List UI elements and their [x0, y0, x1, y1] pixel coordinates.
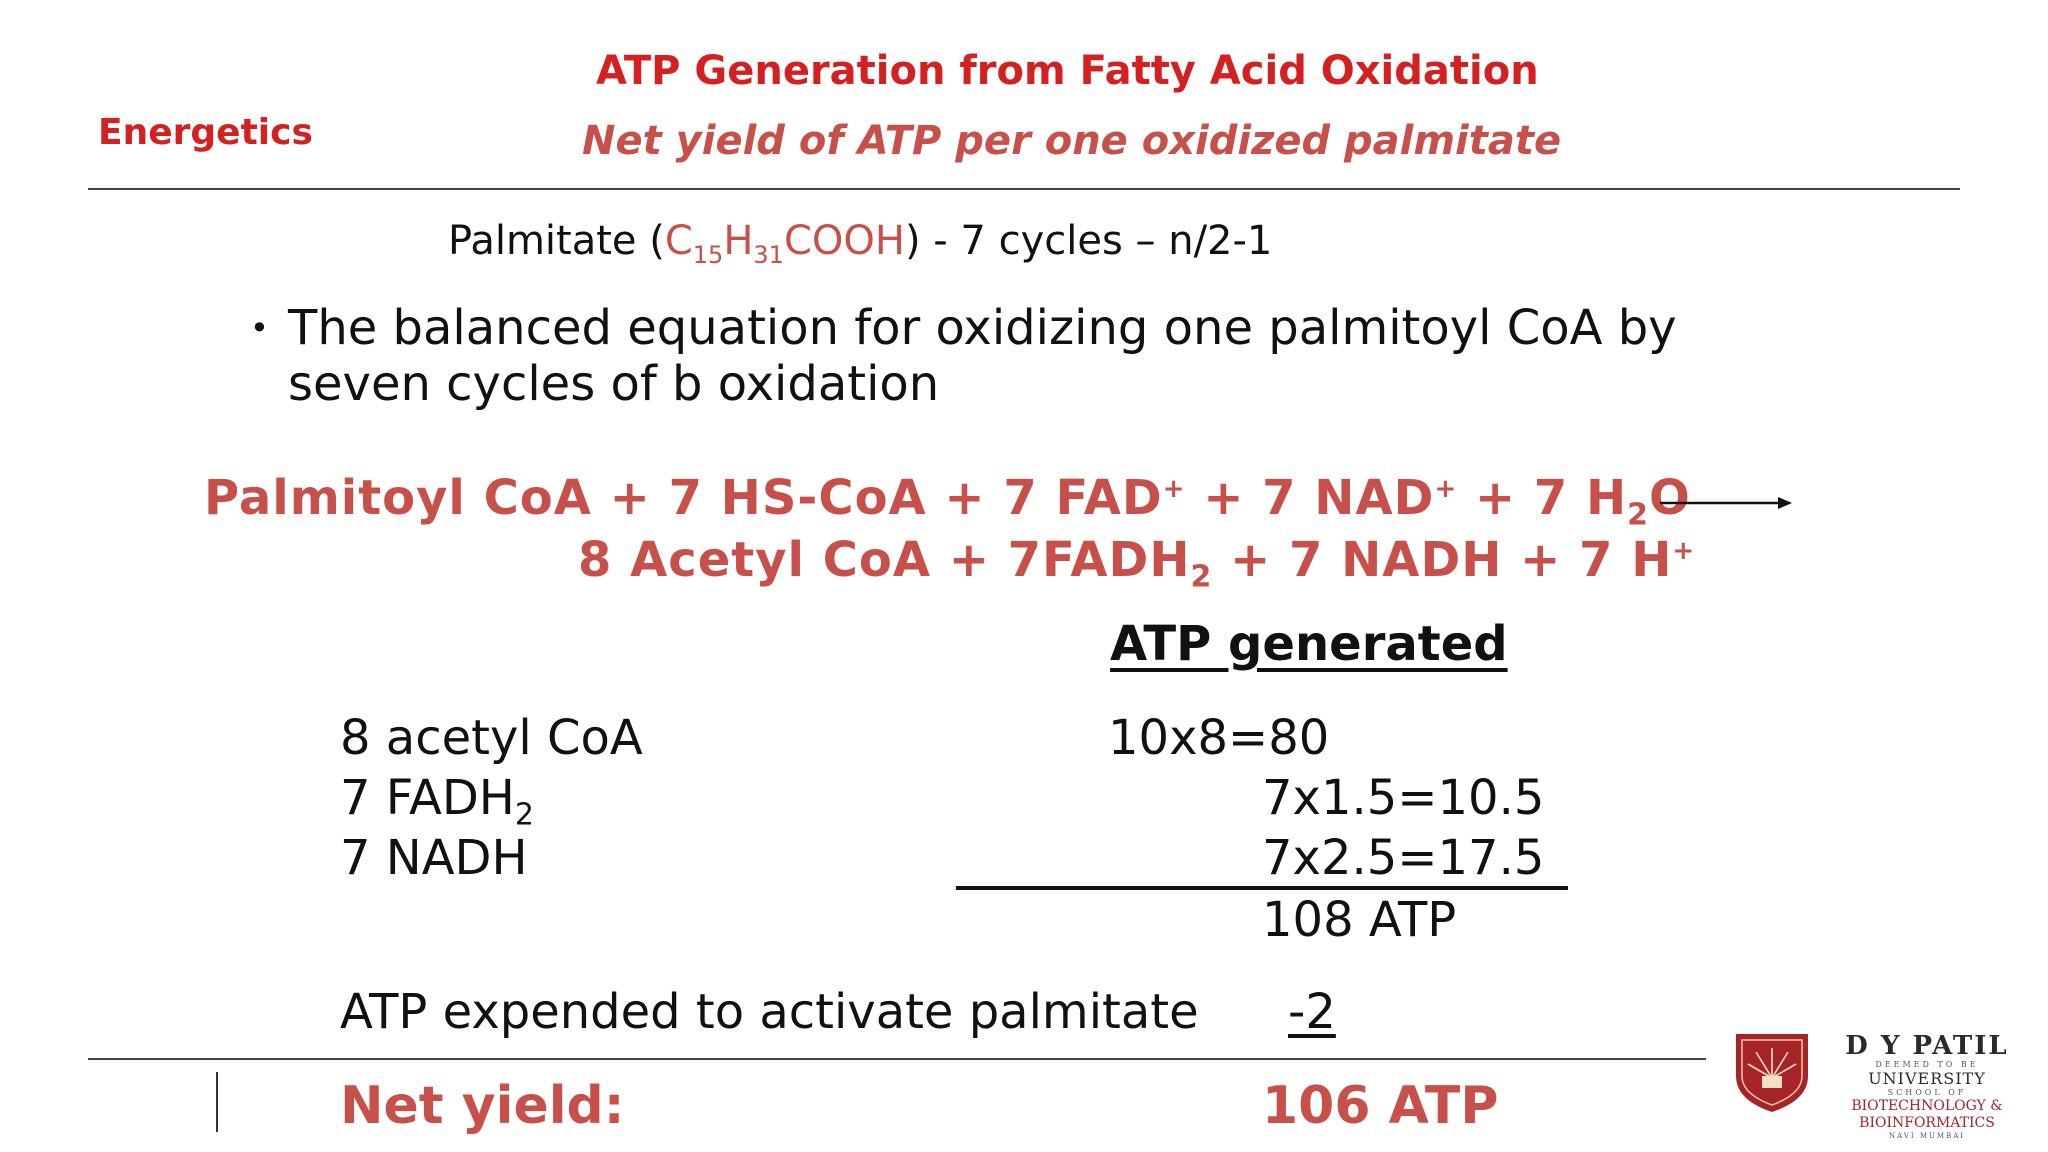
expended-value: -2 — [1288, 984, 1336, 1040]
logo-deemed: DEEMED TO BE — [1875, 1060, 1979, 1069]
palmitate-line: Palmitate $(C_{15}H_{31}COOH) - 7$ cycles – n/2-1 — [448, 218, 1273, 269]
bullet-dot-icon: • — [250, 309, 269, 347]
bullet-line-1: The balanced equation for oxidizing one palmitoyl CoA by — [288, 300, 1677, 356]
expended-label: ATP expended to activate palmitate — [340, 984, 1199, 1040]
logo-city: NAVI MUMBAI — [1888, 1132, 1966, 1140]
total-atp: 108 ATP — [1262, 892, 1457, 948]
sum-divider — [956, 886, 1568, 890]
logo-school-of: SCHOOL OF — [1887, 1088, 1967, 1097]
row-value-nadh: 7x2.5=17.5 — [1262, 830, 1545, 886]
cursor-mark — [216, 1072, 218, 1132]
row-label-fadh2: 7 $FADH_2$ — [340, 770, 534, 833]
slide-subtitle: Net yield of ATP per one oxidized palmitate — [582, 118, 1562, 164]
net-yield-value: 106 ATP — [1262, 1076, 1499, 1136]
logo-dept-2: BIOINFORMATICS — [1859, 1115, 1995, 1131]
bullet-line-2: seven cycles of b oxidation — [288, 356, 940, 412]
section-label: Energetics — [98, 112, 313, 153]
university-logo — [1730, 1020, 2030, 1145]
atp-generated-header: ATP generated — [1110, 616, 1508, 672]
equation-line-2: 8 Acetyl CoA + $7FADH_2 + 7$ NADH + 7 H+ — [578, 532, 1696, 595]
shield-logo-icon — [1730, 1026, 1814, 1116]
row-label-acetyl: 8 acetyl CoA — [340, 710, 643, 766]
net-yield-label: Net yield: — [340, 1076, 625, 1136]
logo-name: D Y PATIL — [1845, 1031, 2009, 1061]
row-value-fadh2: 7x1.5=10.5 — [1262, 770, 1545, 826]
row-label-nadh: 7 NADH — [340, 830, 528, 886]
row-value-acetyl: 10x8=80 — [1108, 710, 1330, 766]
logo-university: UNIVERSITY — [1868, 1069, 1986, 1088]
header-divider — [88, 188, 1960, 190]
reaction-arrow-icon — [1660, 488, 1792, 518]
slide-title: ATP Generation from Fatty Acid Oxidation — [596, 48, 1539, 94]
equation-line-1: Palmitoyl CoA + 7 HS-CoA + 7 FAD+ + 7 NAD+ + 7 $H_2O$ — [204, 470, 1691, 533]
footer-divider — [88, 1058, 1706, 1060]
logo-dept-1: BIOTECHNOLOGY & — [1851, 1098, 2003, 1114]
